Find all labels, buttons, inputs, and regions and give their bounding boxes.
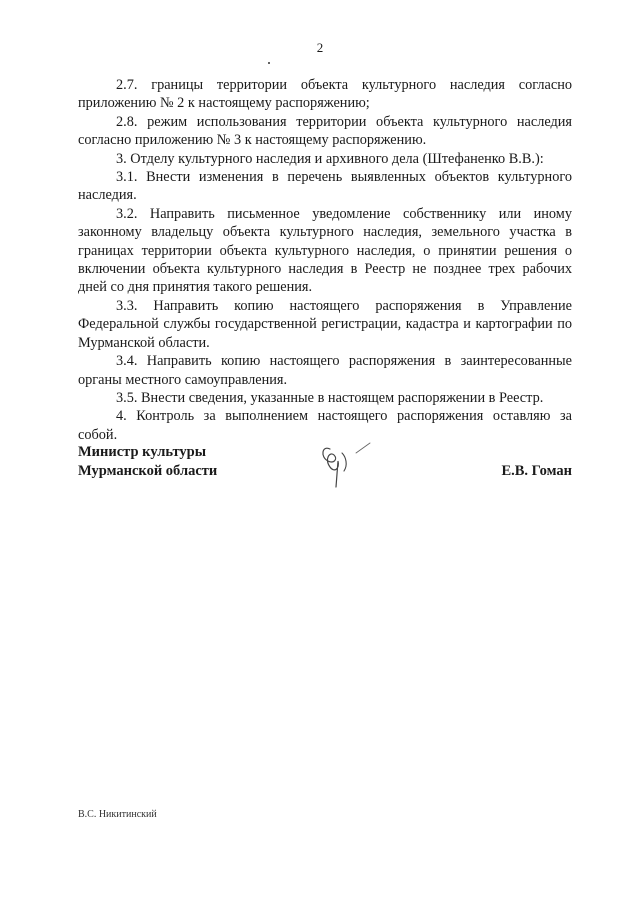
page-number: 2 [316, 40, 324, 55]
signer-title [78, 443, 217, 481]
handwritten-signature [316, 431, 376, 491]
signer-name: Е.В. Гоман [501, 463, 572, 479]
scan-speck [268, 62, 270, 64]
paragraph-2-7: 2.7. границы территории объекта культурного наследия согласно приложению № 2 к настоящему распоряжению; [78, 77, 572, 112]
document-body [78, 76, 572, 444]
paragraph-2-8: 2.8. режим использования территории объекта культурного наследия согласно приложению № 3 к настоящему распоряжению. [78, 113, 572, 149]
paragraph-3-2: 3.2. Направить письменное уведомление собственнику или иному законному владельцу объекта культурного наследия, земельного участка в границах территории объекта культурного наследия, о принятии решения о включении объекта культурного наследия в Реестр не позднее трех рабочих дней со дня принятия такого решения. [78, 205, 572, 296]
paragraph-4: 4. Контроль за выполнением настоящего распоряжения оставляю за собой. [78, 408, 572, 443]
executor-name: В.С. Никитинский [78, 809, 157, 820]
signer-title-line1: Министр культуры [78, 444, 207, 460]
signature-block [78, 443, 572, 493]
paragraph-3: 3. Отделу культурного наследия и архивного дела (Штефаненко В.В.): [116, 150, 544, 167]
paragraph-3-1: 3.1. Внести изменения в перечень выявленных объектов культурного наследия. [78, 169, 572, 204]
paragraph-3-4: 3.4. Направить копию настоящего распоряжения в заинтересованные органы местного самоуправления. [78, 353, 572, 388]
paragraph-3-3: 3.3. Направить копию настоящего распоряжения в Управление Федеральной службы государственной регистрации, кадастра и картографии по Мурманской области. [78, 297, 572, 351]
signer-title-line2: Мурманской области [78, 463, 218, 479]
paragraph-3-5: 3.5. Внести сведения, указанные в настоящем распоряжении в Реестр. [116, 389, 544, 406]
